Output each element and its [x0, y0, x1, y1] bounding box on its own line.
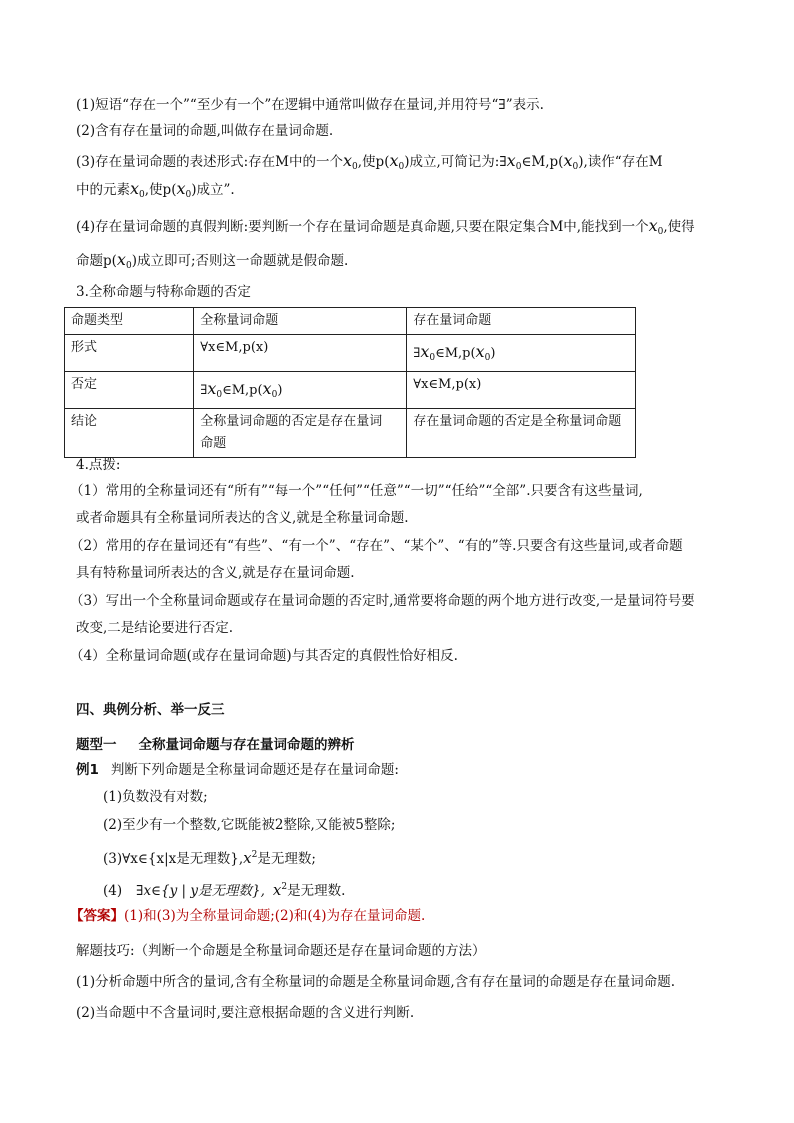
section-3-title: 3.全称命题与特称命题的否定 — [76, 284, 251, 300]
method-2: (2)当命题中不含量词时,要注意根据命题的含义进行判断. — [76, 1005, 415, 1021]
type-title: 全称量词命题与存在量词命题的辨析 — [138, 737, 355, 753]
table-row — [65, 335, 636, 372]
intro-line-3: (3)存在量词命题的表述形式:存在M中的一个$x_0$,使$p(x_0)$成立,可简记为$:\exists x_0\in M,p(x_0)$,读作“存在M — [76, 151, 663, 172]
example-1-item-4: (4) ∃x∈{y | y是无理数}, $x^2$是无理数. — [103, 881, 346, 899]
intro-line-4: 中的元素$x_0$,使$p(x_0)$成立”. — [76, 179, 235, 200]
example-1-item-1: (1)负数没有对数; — [103, 789, 208, 805]
tips-title: 4.点拨: — [76, 457, 121, 473]
tip-1-line-2: 或者命题具有全称量词所表达的含义,就是全称量词命题. — [76, 510, 409, 526]
table-row — [65, 409, 636, 458]
example-1-item-3: (3)∀x∈{x|x是无理数}$,x^2$是无理数; — [103, 849, 316, 867]
intro-line-6: 命题$p(x_0)$成立即可;否则这一命题就是假命题. — [76, 250, 349, 271]
section-4-title: 四、典例分析、举一反三 — [76, 702, 225, 718]
tip-3-line-1: （3）写出一个全称量词命题或存在量词命题的否定时,通常要将命题的两个地方进行改变,一是量词符号要 — [70, 593, 695, 609]
intro-line-2: (2)含有存在量词的命题,叫做存在量词命题. — [76, 123, 334, 139]
table-header-cell: 命题类型 — [65, 308, 194, 335]
table-cell: 形式 — [65, 335, 194, 372]
method-title: 解题技巧:（判断一个命题是全称量词命题还是存在量词命题的方法） — [76, 943, 486, 959]
example-1-prompt: 例1 判断下列命题是全称量词命题还是存在量词命题: — [76, 762, 399, 778]
table-row — [65, 308, 636, 335]
table-cell: $\exists x_0\in M,p(x_0)$ — [194, 372, 407, 409]
table-cell: ∀x∈M,p(x) — [407, 372, 636, 409]
tip-4: （4）全称量词命题(或存在量词命题)与其否定的真假性恰好相反. — [70, 648, 458, 664]
table-cell: $\exists x_0\in M,p(x_0)$ — [407, 335, 636, 372]
type-1-heading — [76, 735, 355, 755]
table-cell: 存在量词命题的否定是全称量词命题 — [407, 409, 636, 458]
table-cell: 结论 — [65, 409, 194, 458]
example-1-item-2: (2)至少有一个整数,它既能被2整除,又能被5整除; — [103, 817, 396, 833]
intro-line-5: (4)存在量词命题的真假判断:要判断一个存在量词命题是真命题,只要在限定集合M中,能找到一个$x_0$,使得 — [76, 216, 695, 237]
answer-label: 【答案】 — [70, 908, 124, 924]
table-cell: 否定 — [65, 372, 194, 409]
answer-line: 【答案】(1)和(3)为全称量词命题;(2)和(4)为存在量词命题. — [70, 908, 426, 924]
table-cell: ∀x∈M,p(x) — [194, 335, 407, 372]
table-header-cell: 全称量词命题 — [194, 308, 407, 335]
type-label: 题型一 — [76, 737, 117, 753]
tip-2-line-2: 具有特称量词所表达的含义,就是存在量词命题. — [76, 565, 355, 581]
table-row — [65, 372, 636, 409]
quantifier-table — [64, 307, 636, 458]
tip-3-line-2: 改变,二是结论要进行否定. — [76, 620, 234, 636]
method-1: (1)分析命题中所含的量词,含有全称量词的命题是全称量词命题,含有存在量词的命题是存在量词命题. — [76, 974, 675, 990]
table-cell: 全称量词命题的否定是存在量词 命题 — [194, 409, 407, 458]
table-header-cell: 存在量词命题 — [407, 308, 636, 335]
tip-2-line-1: （2）常用的存在量词还有“有些”、“有一个”、“存在”、“某个”、“有的”等.只要含有这些量词,或者命题 — [70, 538, 683, 554]
intro-line-1: (1)短语“存在一个”“至少有一个”在逻辑中通常叫做存在量词,并用符号“∃”表示. — [76, 97, 544, 113]
example-label: 例1 — [76, 762, 99, 778]
tip-1-line-1: （1）常用的全称量词还有“所有”“每一个”“任何”“任意”“一切”“任给”“全部”.只要含有这些量词, — [70, 483, 643, 499]
